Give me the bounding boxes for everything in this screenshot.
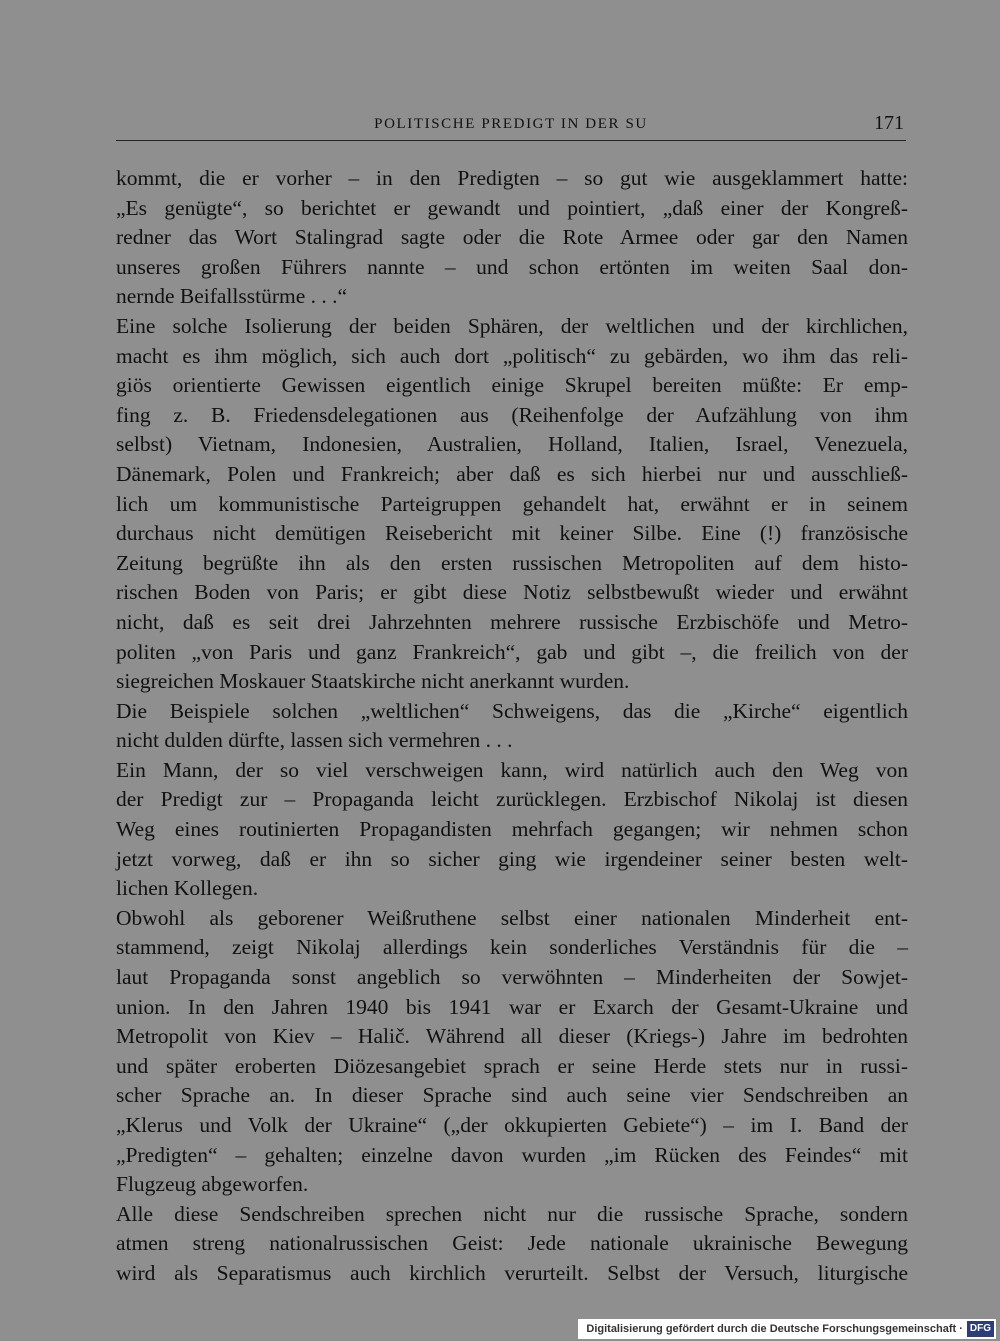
text-line: fing z. B. Friedensdelegationen aus (Reihenfolge der Aufzählung von ihm <box>116 402 908 427</box>
body-text <box>116 164 908 1289</box>
text-line: „Es genügte“, so berichtet er gewandt und pointiert, „daß einer der Kongreß- <box>116 195 908 220</box>
text-line: „Predigten“ – gehalten; einzelne davon wurden „im Rücken des Feindes“ mit <box>116 1142 908 1167</box>
text-line: selbst) Vietnam, Indonesien, Australien, Holland, Italien, Israel, Venezuela, <box>116 432 908 457</box>
text-line: macht es ihm möglich, sich auch dort „politisch“ zu gebärden, wo ihm das reli- <box>116 343 908 368</box>
text-line: Flugzeug abgeworfen. <box>116 1172 309 1197</box>
text-line: jetzt vorweg, daß er ihn so sicher ging wie irgendeiner seiner besten welt- <box>116 846 908 871</box>
text-line: durchaus nicht demütigen Reisebericht mit keiner Silbe. Eine (!) französische <box>116 521 908 546</box>
text-line: unseres großen Führers nannte – und schon ertönten im weiten Saal don- <box>116 254 908 279</box>
text-line: Zeitung begrüßte ihn als den ersten russischen Metropoliten auf dem histo- <box>116 550 908 575</box>
digitization-credit <box>578 1319 996 1339</box>
running-title: POLITISCHE PREDIGT IN DER SU <box>374 116 648 132</box>
page-header <box>116 112 906 142</box>
text-line: Die Beispiele solchen „weltlichen“ Schweigens, das die „Kirche“ eigentlich <box>116 698 908 723</box>
credit-text: Digitalisierung gefördert durch die Deutsche Forschungsgemeinschaft · <box>586 1323 963 1335</box>
text-line: Ein Mann, der so viel verschweigen kann, wird natürlich auch den Weg von <box>116 757 908 782</box>
text-line: Metropolit von Kiev – Halič. Während all dieser (Kriegs-) Jahre im bedrohten <box>116 1024 908 1049</box>
text-line: und später eroberten Diözesangebiet sprach er seine Herde stets nur in russi- <box>116 1053 908 1078</box>
text-line: kommt, die er vorher – in den Predigten – so gut wie ausgeklammert hatte: <box>116 166 908 190</box>
text-line: giös orientierte Gewissen eigentlich einige Skrupel bereiten müßte: Er emp- <box>116 373 908 398</box>
text-line: der Predigt zur – Propaganda leicht zurücklegen. Erzbischof Nikolaj ist diesen <box>116 787 908 812</box>
dfg-logo: DFG <box>967 1321 994 1337</box>
text-line: scher Sprache an. In dieser Sprache sind auch seine vier Sendschreiben an <box>116 1083 908 1108</box>
text-line: „Klerus und Volk der Ukraine“ („der okkupierten Gebiete“) – im I. Band der <box>116 1113 908 1137</box>
text-line: Obwohl als geborener Weißruthene selbst einer nationalen Minderheit ent- <box>116 905 908 930</box>
text-line: politen „von Paris und ganz Frankreich“, gab und gibt –, die freilich von der <box>116 639 908 664</box>
text-line: wird als Separatismus auch kirchlich verurteilt. Selbst der Versuch, liturgische <box>116 1260 908 1285</box>
text-line: redner das Wort Stalingrad sagte oder die Rote Armee oder gar den Namen <box>116 225 908 250</box>
text-line: Alle diese Sendschreiben sprechen nicht nur die russische Sprache, sondern <box>116 1201 908 1226</box>
text-line: nicht, daß es seit drei Jahrzehnten mehrere russische Erzbischöfe und Metro- <box>116 609 908 634</box>
text-line: lich um kommunistische Parteigruppen gehandelt hat, erwähnt er in seinem <box>116 491 908 516</box>
text-line: union. In den Jahren 1940 bis 1941 war er Exarch der Gesamt-Ukraine und <box>116 994 908 1019</box>
text-line: nicht dulden dürfte, lassen sich vermehren . . . <box>116 728 513 753</box>
text-line: stammend, zeigt Nikolaj allerdings kein sonderliches Verständnis für die – <box>116 935 908 960</box>
text-line: atmen streng nationalrussischen Geist: Jede nationale ukrainische Bewegung <box>116 1231 908 1256</box>
text-line: siegreichen Moskauer Staatskirche nicht anerkannt wurden. <box>116 669 630 694</box>
text-line: Weg eines routinierten Propagandisten mehrfach gegangen; wir nehmen schon <box>116 817 908 842</box>
text-line: rischen Boden von Paris; er gibt diese Notiz selbstbewußt wieder und erwähnt <box>116 580 908 605</box>
page-number: 171 <box>874 112 904 134</box>
header-rule <box>116 140 906 141</box>
text-line: nernde Beifallsstürme . . .“ <box>116 284 348 309</box>
text-line: lichen Kollegen. <box>116 876 259 901</box>
text-line: laut Propaganda sonst angeblich so verwöhnten – Minderheiten der Sowjet- <box>116 965 908 990</box>
text-line: Eine solche Isolierung der beiden Sphären, der weltlichen und der kirchlichen, <box>116 313 908 338</box>
text-line: Dänemark, Polen und Frankreich; aber daß es sich hierbei nur und ausschließ- <box>116 461 908 486</box>
